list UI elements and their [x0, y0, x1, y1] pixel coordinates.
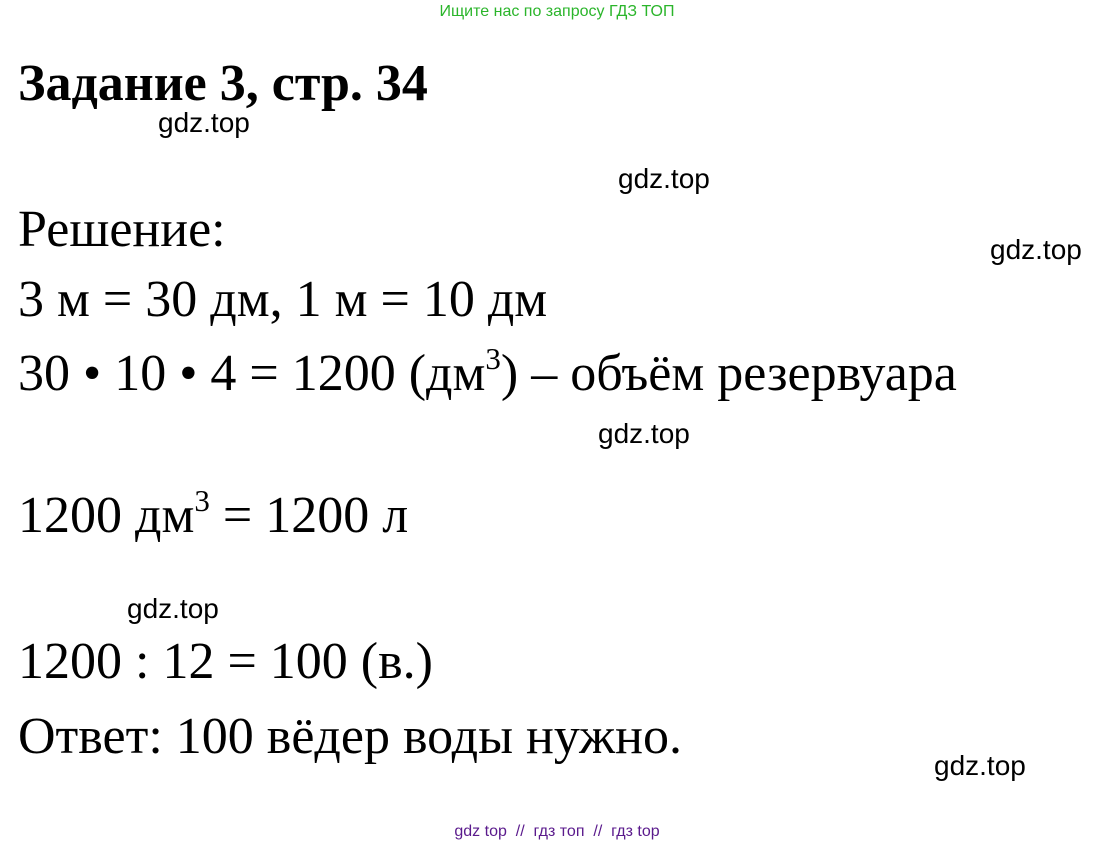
- page-title: Задание 3, стр. 34: [18, 55, 428, 112]
- solution-heading: Решение:: [18, 201, 226, 258]
- watermark: gdz.top: [934, 750, 1026, 781]
- watermark: gdz.top: [598, 418, 690, 449]
- liters-result: = 1200 л: [209, 487, 409, 544]
- solution-line-conversion: 3 м = 30 дм, 1 м = 10 дм: [18, 271, 548, 328]
- liters-expression: 1200 дм: [18, 487, 195, 544]
- cube-exponent: 3: [485, 341, 501, 376]
- cube-exponent: 3: [194, 483, 210, 518]
- solution-line-buckets: 1200 : 12 = 100 (в.): [18, 633, 433, 690]
- watermark: gdz.top: [990, 234, 1082, 265]
- watermark: gdz.top: [618, 163, 710, 194]
- watermark: gdz.top: [158, 107, 250, 138]
- footer-links: gdz top // гдз топ // гдз top: [454, 823, 660, 840]
- solution-line-liters: [18, 484, 408, 548]
- volume-expression: 30 • 10 • 4 = 1200 (дм: [18, 345, 486, 402]
- volume-description: ) – объём резервуара: [500, 345, 957, 402]
- solution-line-volume: [18, 342, 957, 406]
- watermark: gdz.top: [127, 593, 219, 624]
- answer-line: Ответ: 100 вёдер воды нужно.: [18, 708, 682, 765]
- search-hint-banner: Ищите нас по запросу ГДЗ ТОП: [439, 3, 675, 20]
